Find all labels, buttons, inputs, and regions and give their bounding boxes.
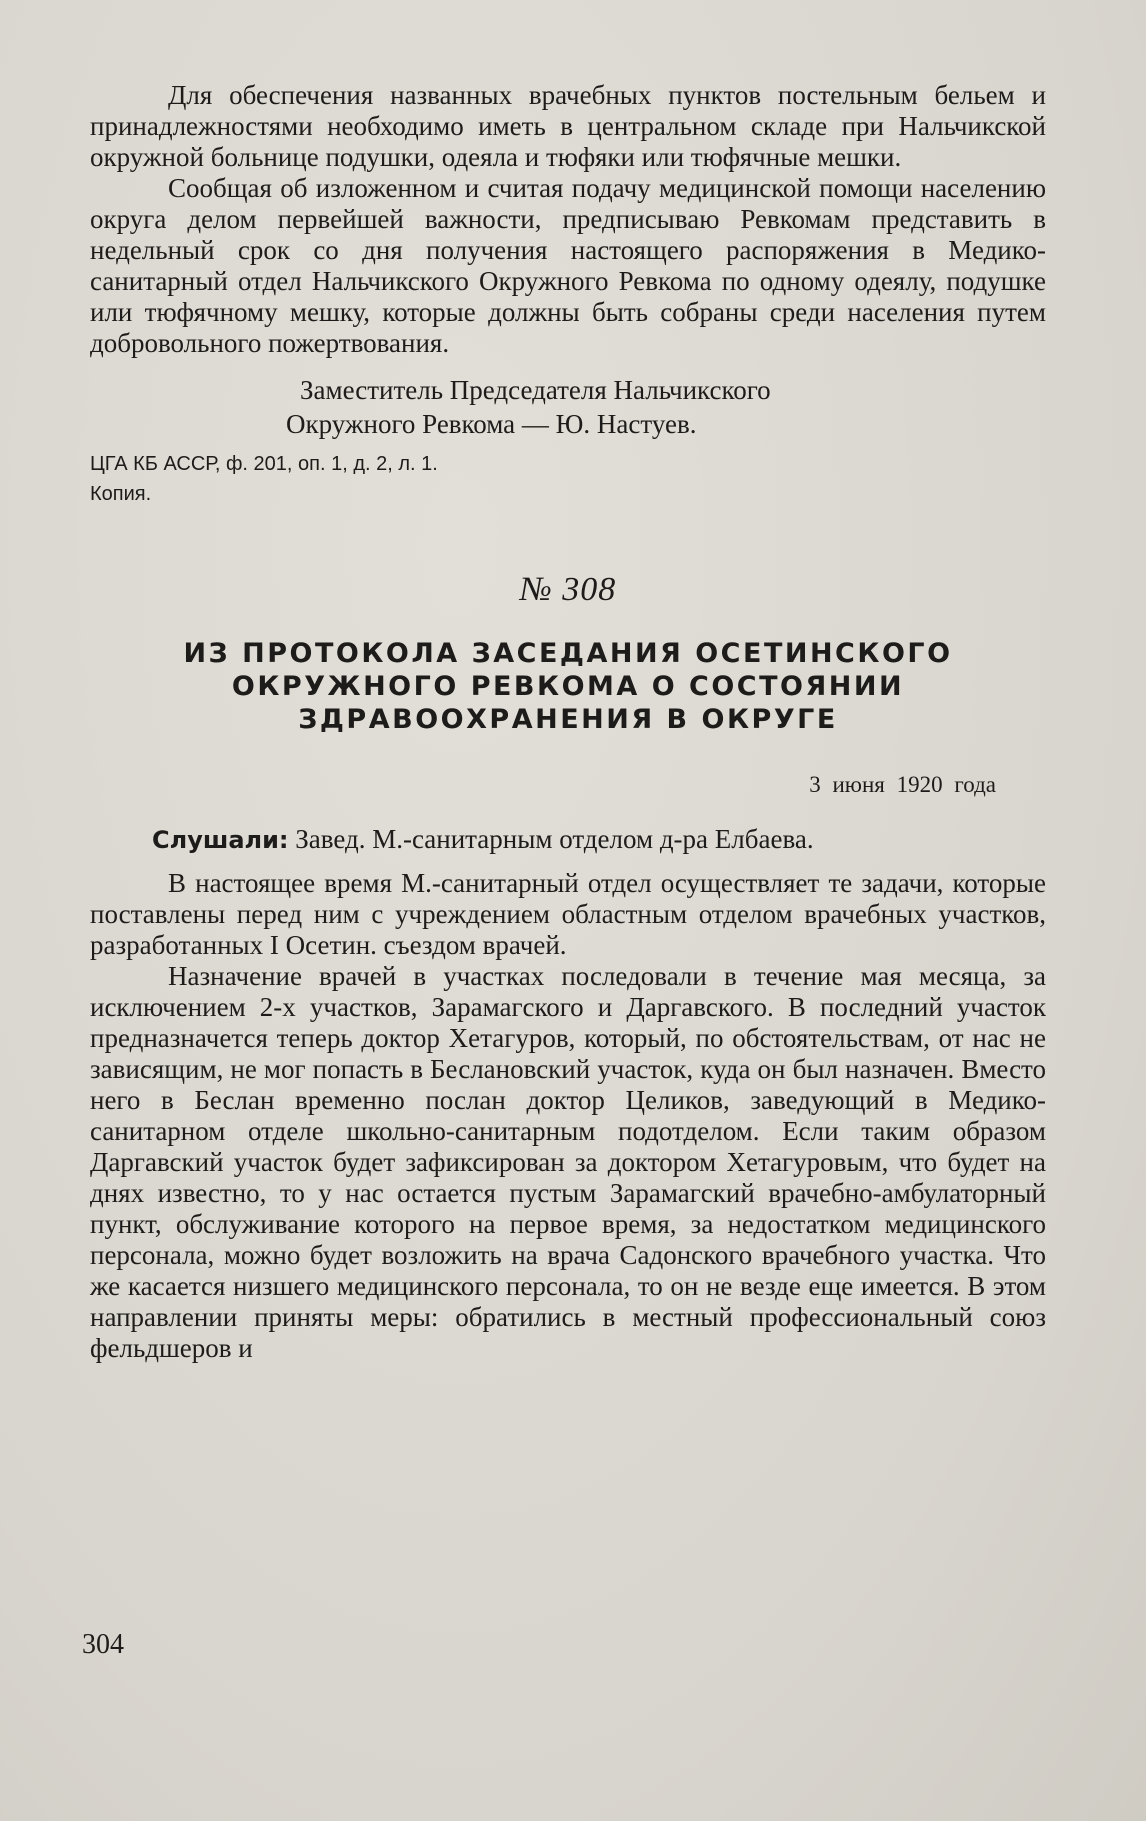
title-line-3: ЗДРАВООХРАНЕНИЯ В ОКРУГЕ: [298, 704, 838, 735]
signature-block: [90, 373, 1046, 441]
heard-label: Слушали:: [152, 826, 289, 854]
document-number: № 308: [519, 571, 617, 608]
paragraph-doctor-appointments: Назначение врачей в участках последовали в течение мая месяца, за исключением 2-х участков, Зарамагского и Даргавского. В последний участок предназначется теперь доктор Хетагуров, который, по обстоятельствам, от нас не зависящим, не мог попасть в Беслановский участок, куда он был назначен. Вместо него в Беслан временно послан доктор Целиков, заведующий в Медико-санитарном отделе школьно-санитарным подотделом. Если таким образом Даргавский участок будет зафиксирован за доктором Хетагуровым, что будет на днях известно, то у нас остается пустым Зарамагский врачебно-амбулаторный пункт, обслуживание которого на первое время, за недостатком медицинского персонала, можно будет возложить на врача Садонского врачебного участка. Что же касается низшего медицинского персонала, то он не везде еще имеется. В этом направлении приняты меры: обратились в местный профессиональный союз фельдшеров и: [90, 961, 1046, 1363]
heard-text: Завед. М.-санитарным отделом д-ра Елбаева.: [295, 824, 814, 854]
protocol-body: [90, 868, 1046, 1364]
title-line-1: ИЗ ПРОТОКОЛА ЗАСЕДАНИЯ ОСЕТИНСКОГО: [183, 638, 953, 669]
archive-reference: ЦГА КБ АССР, ф. 201, оп. 1, д. 2, л. 1.: [90, 453, 438, 475]
document-date: 3 июня 1920 года: [809, 772, 996, 797]
heard-line: [90, 824, 1046, 856]
document-title: [90, 637, 1046, 736]
signature-line-2: Окружного Ревкома — Ю. Настуев.: [286, 409, 697, 439]
paragraph-revkom-order: Сообщая об изложенном и считая подачу медицинской помощи населению округа делом первейшей важности, предписываю Ревкомам представить в недельный срок со дня получения настоящего распоряжения в Медико-санитарный отдел Нальчикского Окружного Ревкома по одному одеялу, подушке или тюфячному мешку, которые должны быть собраны среди населения путем добровольного пожертвования.: [90, 173, 1046, 358]
copy-note: Копия.: [90, 483, 152, 505]
title-line-2: ОКРУЖНОГО РЕВКОМА О СОСТОЯНИИ: [231, 671, 905, 702]
signature-line-1: Заместитель Председателя Нальчикского: [300, 375, 771, 405]
page-number: 304: [82, 1629, 124, 1660]
paragraph-department-tasks: В настоящее время М.-санитарный отдел осуществляет те задачи, которые поставлены перед ним с учреждением областным отделом врачебных участков, разработанных I Осетин. съездом врачей.: [90, 868, 1046, 960]
paragraph-bedding-supplies: Для обеспечения названных врачебных пунктов постельным бельем и принадлежностями необходимо иметь в центральном складе при Нальчикской окружной больнице подушки, одеяла и тюфяки или тюфячные мешки.: [90, 80, 1046, 172]
